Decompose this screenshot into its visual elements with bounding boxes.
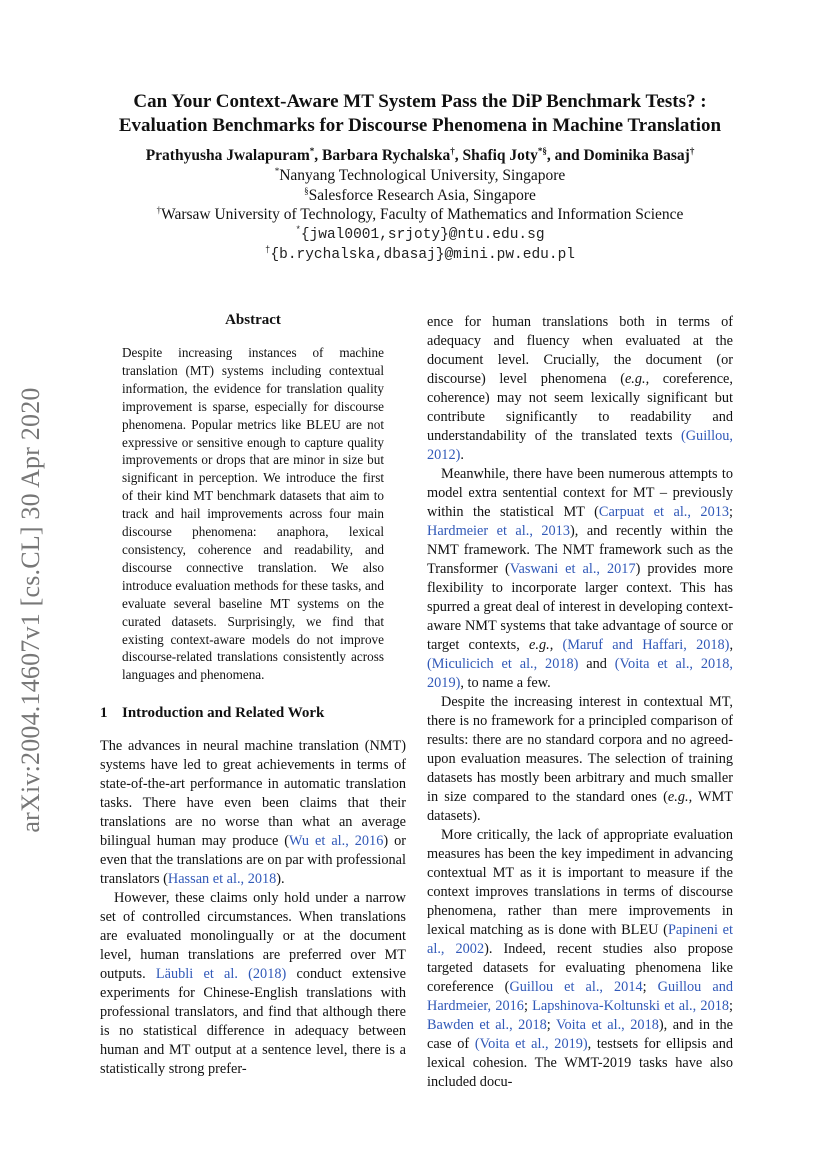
citation-link[interactable]: Guillou et al., 2014	[509, 979, 643, 995]
citation-link[interactable]: Lapshinova-Koltunski et al., 2018	[532, 998, 730, 1014]
email-line	[80, 245, 760, 265]
paragraph-text: More critically, the lack of appropriate evaluation measures has been the key impediment in advancing contextual MT as it is important to measure if the context improves translations in terms of discourse phenomena, rather than mere improvements in lexical matching as is done with BLEU (	[427, 827, 733, 938]
author-name: , Shafiq Joty	[454, 147, 538, 164]
citation-link[interactable]: Hassan et al., 2018	[167, 871, 277, 888]
paragraph-text: ) or even that the translations are on par with professional translators (	[100, 833, 406, 888]
paragraph-text: ) provides more flexibility to incorporate larger context. This has spurred a great deal of interest in developing context-aware NMT systems that take advantage of source or target contexts,	[427, 561, 733, 653]
abstract-heading: Abstract	[225, 312, 281, 328]
author-name: , and Dominika Basaj	[546, 147, 690, 164]
paragraph-text: ence for human translations both in terms of adequacy and fluency when evaluated at the document level. Crucially, the document (or discourse) level phenomena (	[427, 314, 733, 387]
citation-link[interactable]: Vaswani et al., 2017	[509, 561, 636, 577]
paragraph-text: WMT datasets).	[427, 789, 733, 824]
arxiv-identifier	[10, 360, 52, 860]
citation-link[interactable]: Papineni et al., 2002	[427, 922, 733, 957]
paragraph-text: ;	[546, 1017, 557, 1033]
paragraph-text: However, these claims only hold under a narrow set of controlled circumstances. When translations are evaluated monolingually or at the document level, human translations are preferred over MT outputs.	[100, 890, 406, 983]
affiliation-text: Salesforce Research Asia, Singapore	[308, 186, 536, 204]
paragraph-text: The advances in neural machine translation (NMT) systems have led to great achievements in terms of state-of-the-art performance in automatic translation tasks. There have even been claims that their translations are no worse than what an average bilingual human may produce (	[100, 738, 406, 850]
citation-link[interactable]: Guillou and Hardmeier, 2016	[427, 979, 734, 1014]
affiliation-text: Nanyang Technological University, Singapore	[279, 167, 566, 184]
citation-link[interactable]: Voita et al., 2018	[556, 1017, 659, 1033]
author-marker: *§	[537, 146, 547, 156]
citation-link[interactable]: Carpuat et al., 2013	[598, 504, 730, 520]
citation-link[interactable]: Wu et al., 2016	[289, 833, 384, 850]
citation-link[interactable]: Hardmeier et al., 2013	[427, 523, 570, 539]
emphasis: e.g.,	[624, 371, 650, 387]
email-text: {jwal0001,srjoty}@ntu.edu.sg	[300, 226, 545, 243]
affiliation-marker: §	[304, 185, 309, 196]
paragraph-text: , to name a few.	[460, 675, 551, 691]
paragraph-text: ;	[523, 998, 533, 1014]
paragraph-text: ), and in the case of	[427, 1017, 733, 1052]
affiliation-marker: †	[156, 205, 162, 215]
paragraph-text: ;	[729, 504, 734, 520]
section-heading	[100, 704, 406, 723]
paragraph	[427, 826, 733, 1092]
left-column	[100, 305, 406, 1079]
affiliation-text: Warsaw University of Technology, Faculty of Mathematics and Information Science	[161, 206, 684, 223]
email-line	[80, 225, 760, 245]
abstract-body: Despite increasing instances of machine translation (MT) systems including contextual information, the evidence for translation quality improvement is sparse, especially for discourse phenomena. Popular metrics like BLEU are not expressive or sensitive enough to capture quality improvements or drops that are minor in size but significant in perception. We introduce the first of their kind MT benchmark datasets that aim to track and hail improvements across four main discourse phenomena: anaphora, lexical consistency, coherence and readability, and discourse connective translation. We also introduce evaluation methods for these tasks, and evaluate several baseline MT systems on the curated datasets. Surprisingly, we find that existing context-aware models do not improve discourse-related translations consistently across languages and phenomena.	[122, 345, 384, 683]
citation-link[interactable]: (Voita et al., 2019)	[474, 1036, 588, 1052]
affiliation	[80, 166, 760, 186]
paragraph-text: ,	[729, 637, 734, 653]
affiliation	[80, 186, 760, 206]
email-text: {b.rychalska,dbasaj}@mini.pw.edu.pl	[270, 246, 575, 263]
paragraph-text: coreference, coherence) may not seem lexically significant but contribute significantly to readability and understandability of the translated texts	[427, 371, 733, 444]
paragraph	[100, 737, 406, 889]
paragraph-text: .	[460, 447, 464, 463]
email-marker: †	[265, 244, 271, 255]
email-marker: *	[295, 224, 301, 235]
title-line-1: Can Your Context-Aware MT System Pass the DiP Benchmark Tests? :	[133, 91, 707, 112]
citation-link[interactable]: (Guillou, 2012)	[427, 428, 733, 463]
paragraph-text: , testsets for ellipsis and lexical cohesion. The WMT-2019 tasks have also included docu-	[427, 1036, 733, 1090]
title-line-2: Evaluation Benchmarks for Discourse Phenomena in Machine Translation	[118, 115, 722, 136]
author-marker: †	[689, 146, 695, 156]
paragraph-text: Despite the increasing interest in contextual MT, there is no framework for a principled comparison of results: there are no standard corpora and no agreed-upon evaluation measures. The selection of training datasets has mostly been arbitrary and much smaller in size compared to the standard ones (	[427, 694, 733, 805]
paragraph-text: conduct extensive experiments for Chinese-English translations with professional translators, and find that although there is no statistical difference in adequacy between human and MT output at a sentence level, there is a statistically strong prefer-	[100, 966, 406, 1078]
section-title: Introduction and Related Work	[122, 705, 325, 722]
author-name: Prathyusha Jwalapuram	[145, 147, 310, 164]
paragraph	[427, 693, 733, 826]
paper-header	[80, 90, 760, 265]
paragraph-text: ), and recently within the NMT framework. The NMT framework such as the Transformer (	[427, 523, 733, 577]
emphasis: e.g.,	[667, 789, 693, 805]
paper-title	[80, 90, 760, 138]
paragraph-text: and	[578, 656, 615, 672]
affiliation	[80, 205, 760, 225]
citation-link[interactable]: Läubli et al. (2018)	[155, 966, 287, 983]
paragraph-text	[553, 637, 562, 653]
author-list	[80, 146, 760, 166]
paragraph-text: ).	[276, 871, 285, 888]
citation-link[interactable]: (Miculicich et al., 2018)	[427, 656, 579, 672]
affiliation-marker: *	[274, 166, 280, 176]
paragraph-text: ;	[729, 998, 733, 1014]
author-marker: *	[309, 146, 315, 156]
arxiv-identifier-text: arXiv:2004.14607v1 [cs.CL] 30 Apr 2020	[16, 387, 45, 833]
paragraph-text: ;	[642, 979, 658, 995]
paragraph-text: ). Indeed, recent studies also propose targeted datasets for evaluating phenomena like coreference (	[427, 941, 733, 995]
author-marker: †	[450, 146, 455, 156]
paragraph	[427, 313, 733, 465]
citation-link[interactable]: (Voita et al., 2018, 2019)	[427, 656, 734, 691]
emphasis: e.g.,	[529, 637, 554, 653]
right-column	[427, 313, 733, 1092]
citation-link[interactable]: (Maruf and Haffari, 2018)	[562, 637, 730, 653]
section-number: 1	[100, 705, 108, 722]
paragraph	[100, 889, 406, 1079]
paragraph-text: Meanwhile, there have been numerous attempts to model extra sentential context for MT – previously within the statistical MT (	[427, 466, 733, 520]
author-name: , Barbara Rychalska	[314, 147, 451, 164]
citation-link[interactable]: Bawden et al., 2018	[427, 1017, 547, 1033]
paragraph	[427, 465, 733, 693]
